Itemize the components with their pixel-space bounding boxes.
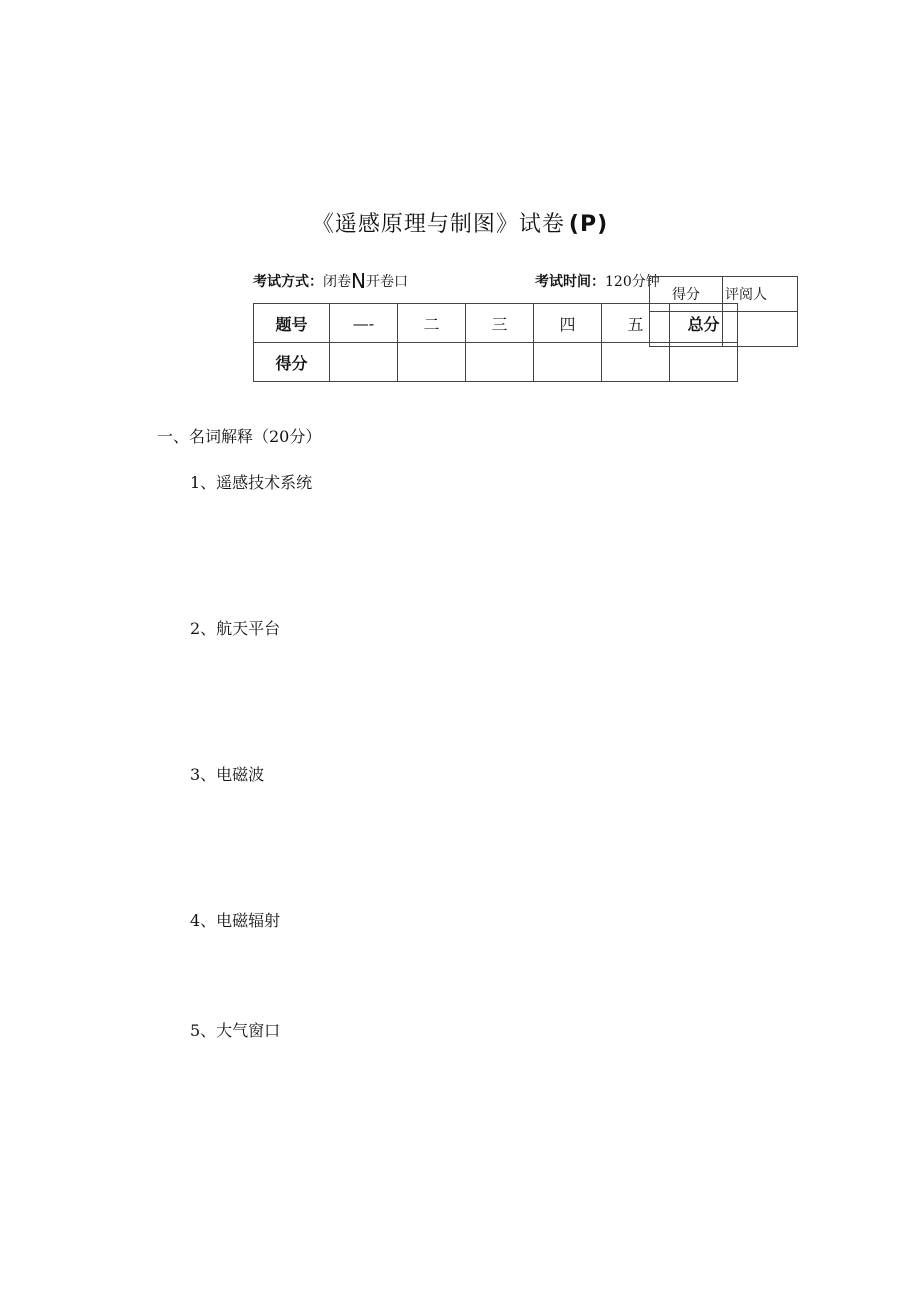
- question-item: 1、遥感技术系统: [190, 473, 313, 492]
- score-cell[interactable]: [534, 343, 602, 382]
- grader-reviewer-cell[interactable]: [723, 312, 798, 347]
- score-header-cell: 四: [534, 304, 602, 343]
- grader-reviewer-label: 评阅人: [723, 277, 798, 312]
- score-table-score-row: [254, 343, 738, 382]
- score-header-cell: 总分: [670, 304, 738, 343]
- score-header-cell: 题号: [254, 304, 330, 343]
- question-item: 4、电磁辐射: [190, 911, 281, 930]
- score-header-cell: —-: [330, 304, 398, 343]
- exam-title: [0, 207, 920, 238]
- section-one-heading: 一、名词解释（20分）: [157, 427, 322, 446]
- exam-method-mark: N: [351, 269, 366, 293]
- exam-title-text: 《遥感原理与制图》试卷: [311, 212, 565, 237]
- score-cell[interactable]: [670, 343, 738, 382]
- exam-method-label: 考试方式：: [253, 274, 323, 290]
- score-cell[interactable]: [466, 343, 534, 382]
- score-header-cell: 三: [466, 304, 534, 343]
- score-header-cell: 二: [398, 304, 466, 343]
- exam-method: [253, 271, 408, 291]
- score-cell[interactable]: [330, 343, 398, 382]
- score-row-label: 得分: [254, 343, 330, 382]
- score-header-cell: 五: [602, 304, 670, 343]
- exam-method-closed: 闭卷: [323, 274, 351, 290]
- exam-time-label: 考试时间：: [535, 274, 605, 290]
- question-item: 5、大气窗口: [190, 1021, 281, 1040]
- grader-box-header-row: [650, 277, 798, 312]
- exam-time-value: 120分钟: [605, 274, 660, 290]
- exam-time: [535, 271, 660, 291]
- question-item: 2、航天平台: [190, 619, 281, 638]
- grader-box: [649, 276, 798, 347]
- exam-title-suffix: (P): [568, 212, 609, 237]
- question-item: 3、电磁波: [190, 765, 265, 784]
- exam-method-open: 开卷口: [365, 274, 408, 290]
- grader-box-input-row: [650, 312, 798, 347]
- score-cell[interactable]: [398, 343, 466, 382]
- score-cell[interactable]: [602, 343, 670, 382]
- grader-score-label: 得分: [650, 277, 723, 312]
- grader-score-cell[interactable]: [650, 312, 723, 347]
